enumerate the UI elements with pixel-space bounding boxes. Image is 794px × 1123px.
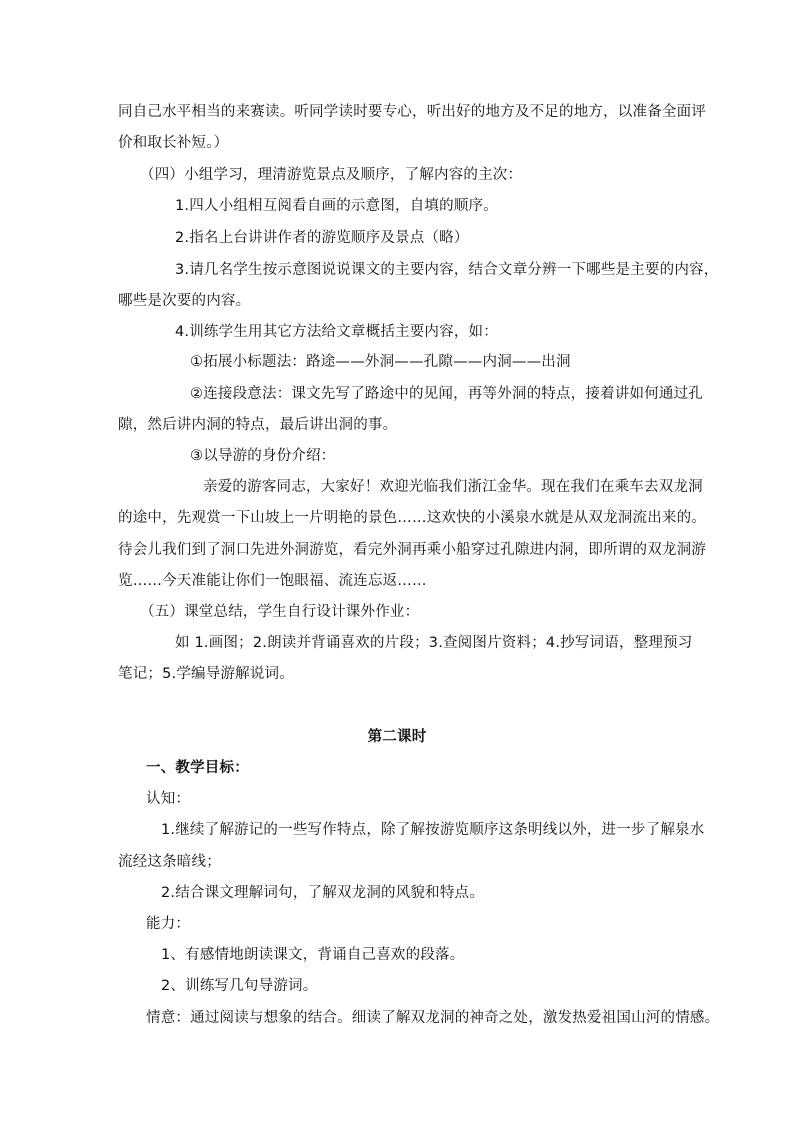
list-item: 1、有感情地朗读课文，背诵自己喜欢的段落。 — [161, 947, 465, 963]
list-item: 4.训练学生用其它方法给文章概括主要内容，如： — [175, 324, 498, 340]
text-line: 如 1.画图；2.朗读并背诵喜欢的片段；3.查阅图片资料；4.抄写词语，整理预习 — [175, 635, 693, 651]
paragraph-line: 的途中，先观赏一下山坡上一片明艳的景色……这欢快的小溪泉水就是从双龙洞流出来的。 — [118, 510, 706, 526]
text-line: 隙，然后讲内洞的特点，最后讲出洞的事。 — [118, 417, 398, 433]
list-item: 2.指名上台讲讲作者的游览顺序及景点（略） — [175, 230, 469, 246]
text-line: 流经这条暗线； — [118, 854, 221, 870]
section-heading: 一、教学目标： — [146, 760, 249, 776]
list-item: 2.结合课文理解词句，了解双龙洞的风貌和特点。 — [161, 885, 484, 901]
section-heading: （五）课堂总结，学生自行设计课外作业： — [140, 604, 420, 620]
section-heading: （四）小组学习，理清游览景点及顺序，了解内容的主次： — [140, 167, 523, 183]
list-item: 3.请几名学生按示意图说说课文的主要内容，结合文章分辨一下哪些是主要的内容， — [175, 262, 719, 278]
paragraph-line: 亲爱的游客同志，大家好！欢迎光临我们浙江金华。现在我们在乘车去双龙洞 — [203, 479, 703, 495]
subheading: 能力： — [146, 916, 191, 932]
paragraph-line: 待会儿我们到了洞口先进外洞游览，看完外洞再乘小船穿过孔隙进内洞，即所谓的双龙洞游 — [118, 542, 706, 558]
text-line: 情意：通过阅读与想象的结合。细读了解双龙洞的神奇之处，激发热爱祖国山河的情感。 — [146, 1010, 720, 1026]
sub-item: ③以导游的身份介绍： — [190, 448, 336, 464]
list-item: 2、训练写几句导游词。 — [161, 978, 318, 994]
text-line: 哪些是次要的内容。 — [118, 293, 251, 309]
list-item: 1.继续了解游记的一些写作特点，除了解按游览顺序这条明线以外，进一步了解泉水 — [161, 822, 705, 838]
text-line: 同自己水平相当的来赛读。听同学读时要专心，听出好的地方及不足的地方，以准备全面评 — [118, 104, 706, 120]
text-line: 价和取长补短。） — [118, 135, 229, 151]
paragraph-line: 览……今天准能让你们一饱眼福、流连忘返…… — [118, 573, 427, 589]
sub-item: ①拓展小标题法：路途——外洞——孔隙——内洞——出洞 — [190, 354, 571, 370]
subheading: 认知： — [146, 791, 191, 807]
sub-item: ②连接段意法：课文先写了路途中的见闻，再等外洞的特点，接着讲如何通过孔 — [190, 386, 703, 402]
page-title: 第二课时 — [367, 729, 427, 745]
list-item: 1.四人小组相互阅看自画的示意图，自填的顺序。 — [175, 198, 498, 214]
text-line: 笔记；5.学编导游解说词。 — [118, 666, 294, 682]
